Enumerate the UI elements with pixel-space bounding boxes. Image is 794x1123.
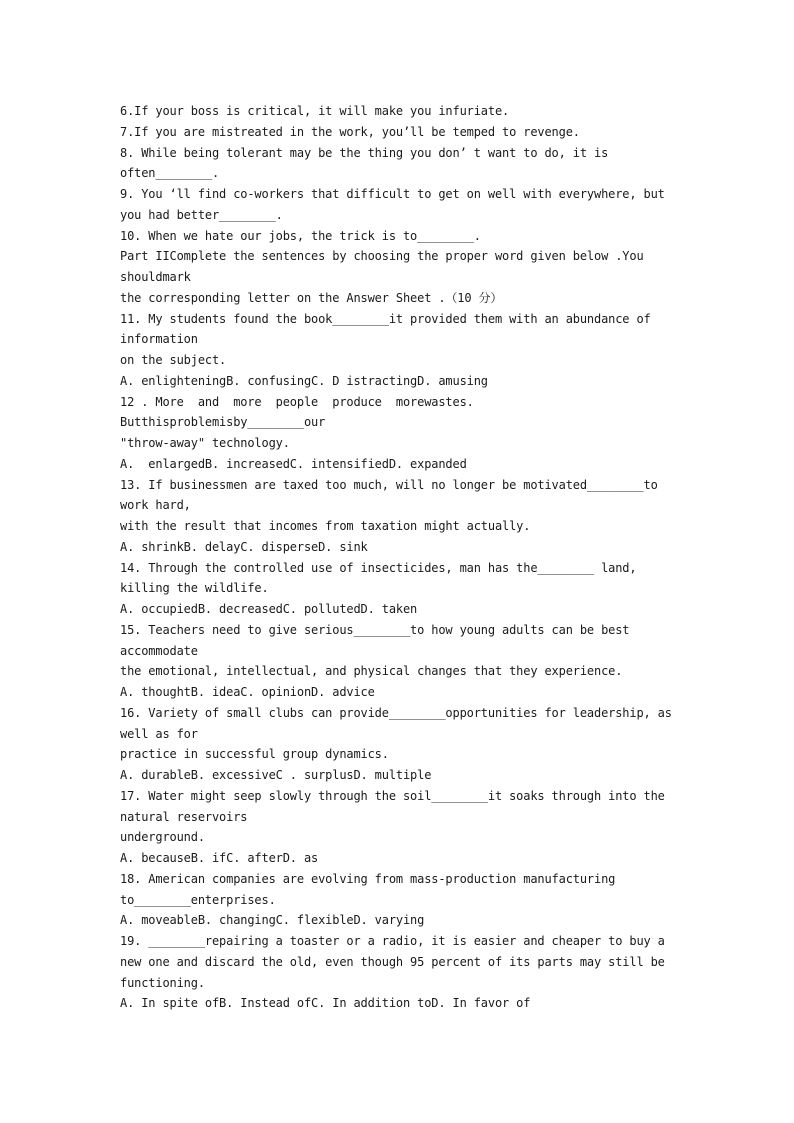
answer-options: A. enlargedB. increasedC. intensifiedD. expanded xyxy=(120,456,467,471)
question-line: well as for xyxy=(120,726,198,741)
text-line: 7.If you are mistreated in the work, you’ll be temped to revenge. xyxy=(120,124,580,139)
question-line: 13. If businessmen are taxed too much, will no longer be motivated________to xyxy=(120,477,658,492)
question-line: 14. Through the controlled use of insecticides, man has the________ land, xyxy=(120,560,637,575)
question-line: with the result that incomes from taxation might actually. xyxy=(120,519,531,533)
section-heading: Part IIComplete the sentences by choosing the proper word given below .You xyxy=(120,249,644,264)
answer-options: A. occupiedB. decreasedC. pollutedD. taken xyxy=(120,602,418,616)
question-line: 19. ________repairing a toaster or a radio, it is easier and cheaper to buy a xyxy=(120,934,665,948)
answer-options: A. becauseB. ifC. afterD. as xyxy=(120,851,319,865)
question-line: Butthisproblemisby________our xyxy=(120,415,326,430)
answer-options: A. durableB. excessiveC . surplusD. multiple xyxy=(120,768,432,782)
question-line: information xyxy=(120,332,198,347)
question-line: underground. xyxy=(120,830,205,845)
question-line: "throw-away" technology. xyxy=(120,436,290,450)
text-line: often________. xyxy=(120,166,220,181)
text-line: 6.If your boss is critical, it will make you infuriate. xyxy=(120,104,510,118)
document-body xyxy=(120,101,680,1014)
question-line: new one and discard the old, even though 95 percent of its parts may still be xyxy=(120,954,665,969)
question-line: the emotional, intellectual, and physical changes that they experience. xyxy=(120,664,623,679)
question-line: 11. My students found the book________it provided them with an abundance of xyxy=(120,311,651,326)
text-line: 9. You ‘ll find co-workers that difficult to get on well with everywhere, but xyxy=(120,187,665,201)
question-line: accommodate xyxy=(120,643,198,658)
question-line: functioning. xyxy=(120,975,205,990)
question-line: 15. Teachers need to give serious________to how young adults can be best xyxy=(120,622,630,637)
question-line: 17. Water might seep slowly through the soil________it soaks through into the xyxy=(120,788,665,803)
text-line: 10. When we hate our jobs, the trick is to________. xyxy=(120,228,481,243)
section-heading: the corresponding letter on the Answer Sheet .（10 分） xyxy=(120,290,503,305)
question-line: on the subject. xyxy=(120,353,227,367)
question-line: 18. American companies are evolving from mass-production manufacturing xyxy=(120,871,616,886)
question-line: natural reservoirs xyxy=(120,809,248,824)
answer-options: A. thoughtB. ideaC. opinionD. advice xyxy=(120,685,375,699)
question-line: work hard, xyxy=(120,498,191,513)
question-line: to________enterprises. xyxy=(120,892,276,907)
answer-options: A. In spite ofB. Instead ofC. In addition toD. In favor of xyxy=(120,996,531,1011)
answer-options: A. shrinkB. delayC. disperseD. sink xyxy=(120,539,368,554)
question-line: practice in successful group dynamics. xyxy=(120,747,389,762)
answer-options: A. enlighteningB. confusingC. D istractingD. amusing xyxy=(120,373,488,388)
question-line: 16. Variety of small clubs can provide________opportunities for leadership, as xyxy=(120,705,672,720)
section-heading: shouldmark xyxy=(120,270,191,284)
question-line: killing the wildlife. xyxy=(120,581,269,596)
text-line: you had better________. xyxy=(120,207,283,222)
question-line: 12 . More and more people produce morewastes. xyxy=(120,394,474,409)
text-line: 8. While being tolerant may be the thing you don’ t want to do, it is xyxy=(120,145,609,160)
answer-options: A. moveableB. changingC. flexibleD. varying xyxy=(120,913,425,928)
